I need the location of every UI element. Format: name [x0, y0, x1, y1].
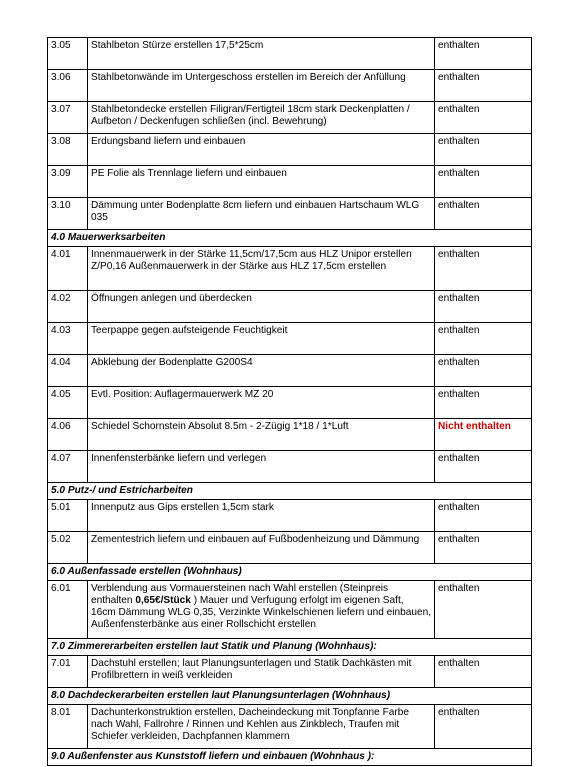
item-code: 3.10	[48, 198, 88, 230]
item-description: Stahlbetonwände im Untergeschoss erstellen im Bereich der Anfüllung	[88, 70, 435, 102]
item-description: Innenfensterbänke liefern und verlegen	[88, 451, 435, 483]
item-status: enthalten	[435, 102, 532, 134]
item-status: enthalten	[435, 198, 532, 230]
item-code: 4.03	[48, 323, 88, 355]
table-row	[48, 656, 532, 688]
item-status: enthalten	[435, 532, 532, 564]
item-status: enthalten	[435, 323, 532, 355]
item-status: enthalten	[435, 166, 532, 198]
item-status: enthalten	[435, 355, 532, 387]
section-heading-row	[48, 639, 532, 656]
section-title: 8.0 Dachdeckerarbeiten erstellen laut Planungsunterlagen (Wohnhaus)	[48, 688, 532, 705]
section-heading-row	[48, 749, 532, 766]
description-text: Verblendung aus Vormauersteinen nach Wahl erstellen (Steinpreis enthalten	[91, 583, 389, 606]
section-title: 6.0 Außenfassade erstellen (Wohnhaus)	[48, 564, 532, 581]
item-status: enthalten	[435, 451, 532, 483]
item-description: Teerpappe gegen aufsteigende Feuchtigkeit	[88, 323, 435, 355]
table-row	[48, 247, 532, 291]
section-title: 5.0 Putz-/ und Estricharbeiten	[48, 483, 532, 500]
table-row	[48, 323, 532, 355]
item-code: 3.08	[48, 134, 88, 166]
table-row	[48, 166, 532, 198]
item-code: 4.02	[48, 291, 88, 323]
item-description: Dämmung unter Bodenplatte 8cm liefern und einbauen Hartschaum WLG 035	[88, 198, 435, 230]
item-code: 4.04	[48, 355, 88, 387]
table-row	[48, 451, 532, 483]
item-description: Schiedel Schornstein Absolut 8.5m - 2-Zügig 1*18 / 1*Luft	[88, 419, 435, 451]
item-code: 3.06	[48, 70, 88, 102]
item-description: Erdungsband liefern und einbauen	[88, 134, 435, 166]
item-description: Innenmauerwerk in der Stärke 11,5cm/17,5cm aus HLZ Unipor erstellen Z/P0,16 Außenmauerwerk in der Stärke aus HLZ 17,5cm erstellen	[88, 247, 435, 291]
item-code: 3.05	[48, 38, 88, 70]
item-status-excluded: Nicht enthalten	[435, 419, 532, 451]
section-heading-row	[48, 483, 532, 500]
item-status: enthalten	[435, 387, 532, 419]
section-heading-row	[48, 230, 532, 247]
item-code: 4.05	[48, 387, 88, 419]
item-description: Stahlbeton Stürze erstellen 17,5*25cm	[88, 38, 435, 70]
item-code: 5.02	[48, 532, 88, 564]
item-status: enthalten	[435, 581, 532, 639]
item-description: Dachunterkonstruktion erstellen, Dacheindeckung mit Tonpfanne Farbe nach Wahl, Fallrohre / Rinnen und Kehlen aus Zinkblech, Traufen mit Schiefer verkleiden, Dachpfannen klammern	[88, 705, 435, 749]
item-code: 4.06	[48, 419, 88, 451]
item-code: 3.09	[48, 166, 88, 198]
table-row	[48, 38, 532, 70]
section-title: 7.0 Zimmererarbeiten erstellen laut Statik und Planung (Wohnhaus):	[48, 639, 532, 656]
table-row	[48, 291, 532, 323]
description-text: ) Mauer und Verfugung erfolgt im eigenen Saft, 16cm Dämmung WLG 0,35, Verzinkte Winkelschienen liefern und einbauen, Außenfensterbänke aus einer Rollschicht erstellen	[91, 595, 432, 630]
item-description: Evtl. Position: Auflagermauerwerk MZ 20	[88, 387, 435, 419]
table-row	[48, 355, 532, 387]
table-row	[48, 102, 532, 134]
item-description: Innenputz aus Gips erstellen 1,5cm stark	[88, 500, 435, 532]
section-heading-row	[48, 564, 532, 581]
item-status: enthalten	[435, 500, 532, 532]
item-status: enthalten	[435, 38, 532, 70]
section-heading-row	[48, 688, 532, 705]
item-code: 7.01	[48, 656, 88, 688]
item-description	[88, 581, 435, 639]
item-status: enthalten	[435, 247, 532, 291]
item-status: enthalten	[435, 134, 532, 166]
table-row	[48, 705, 532, 749]
item-code: 6.01	[48, 581, 88, 639]
item-description: PE Folie als Trennlage liefern und einbauen	[88, 166, 435, 198]
item-description: Dachstuhl erstellen; laut Planungsunterlagen und Statik Dachkästen mit Profilbrettern in weiß verkleiden	[88, 656, 435, 688]
item-code: 8.01	[48, 705, 88, 749]
table-row	[48, 419, 532, 451]
table-row	[48, 70, 532, 102]
specification-sheet	[47, 37, 531, 766]
table-row	[48, 500, 532, 532]
item-description: Öffnungen anlegen und überdecken	[88, 291, 435, 323]
item-description: Stahlbetondecke erstellen Filigran/Fertigteil 18cm stark Deckenplatten / Aufbeton / Deckenfugen schließen (incl. Bewehrung)	[88, 102, 435, 134]
table-row	[48, 532, 532, 564]
section-title: 9.0 Außenfenster aus Kunststoff liefern und einbauen (Wohnhaus ):	[48, 749, 532, 766]
item-code: 4.01	[48, 247, 88, 291]
item-code: 3.07	[48, 102, 88, 134]
section-title: 4.0 Mauerwerksarbeiten	[48, 230, 532, 247]
item-status: enthalten	[435, 656, 532, 688]
table-row	[48, 387, 532, 419]
item-status: enthalten	[435, 291, 532, 323]
item-code: 5.01	[48, 500, 88, 532]
table-row	[48, 581, 532, 639]
item-description: Abklebung der Bodenplatte G200S4	[88, 355, 435, 387]
table-row	[48, 198, 532, 230]
table-row	[48, 134, 532, 166]
item-status: enthalten	[435, 705, 532, 749]
item-status: enthalten	[435, 70, 532, 102]
specification-table	[47, 37, 532, 766]
item-code: 4.07	[48, 451, 88, 483]
stone-price: 0,65€/Stück	[135, 595, 191, 606]
item-description: Zementestrich liefern und einbauen auf Fußbodenheizung und Dämmung	[88, 532, 435, 564]
